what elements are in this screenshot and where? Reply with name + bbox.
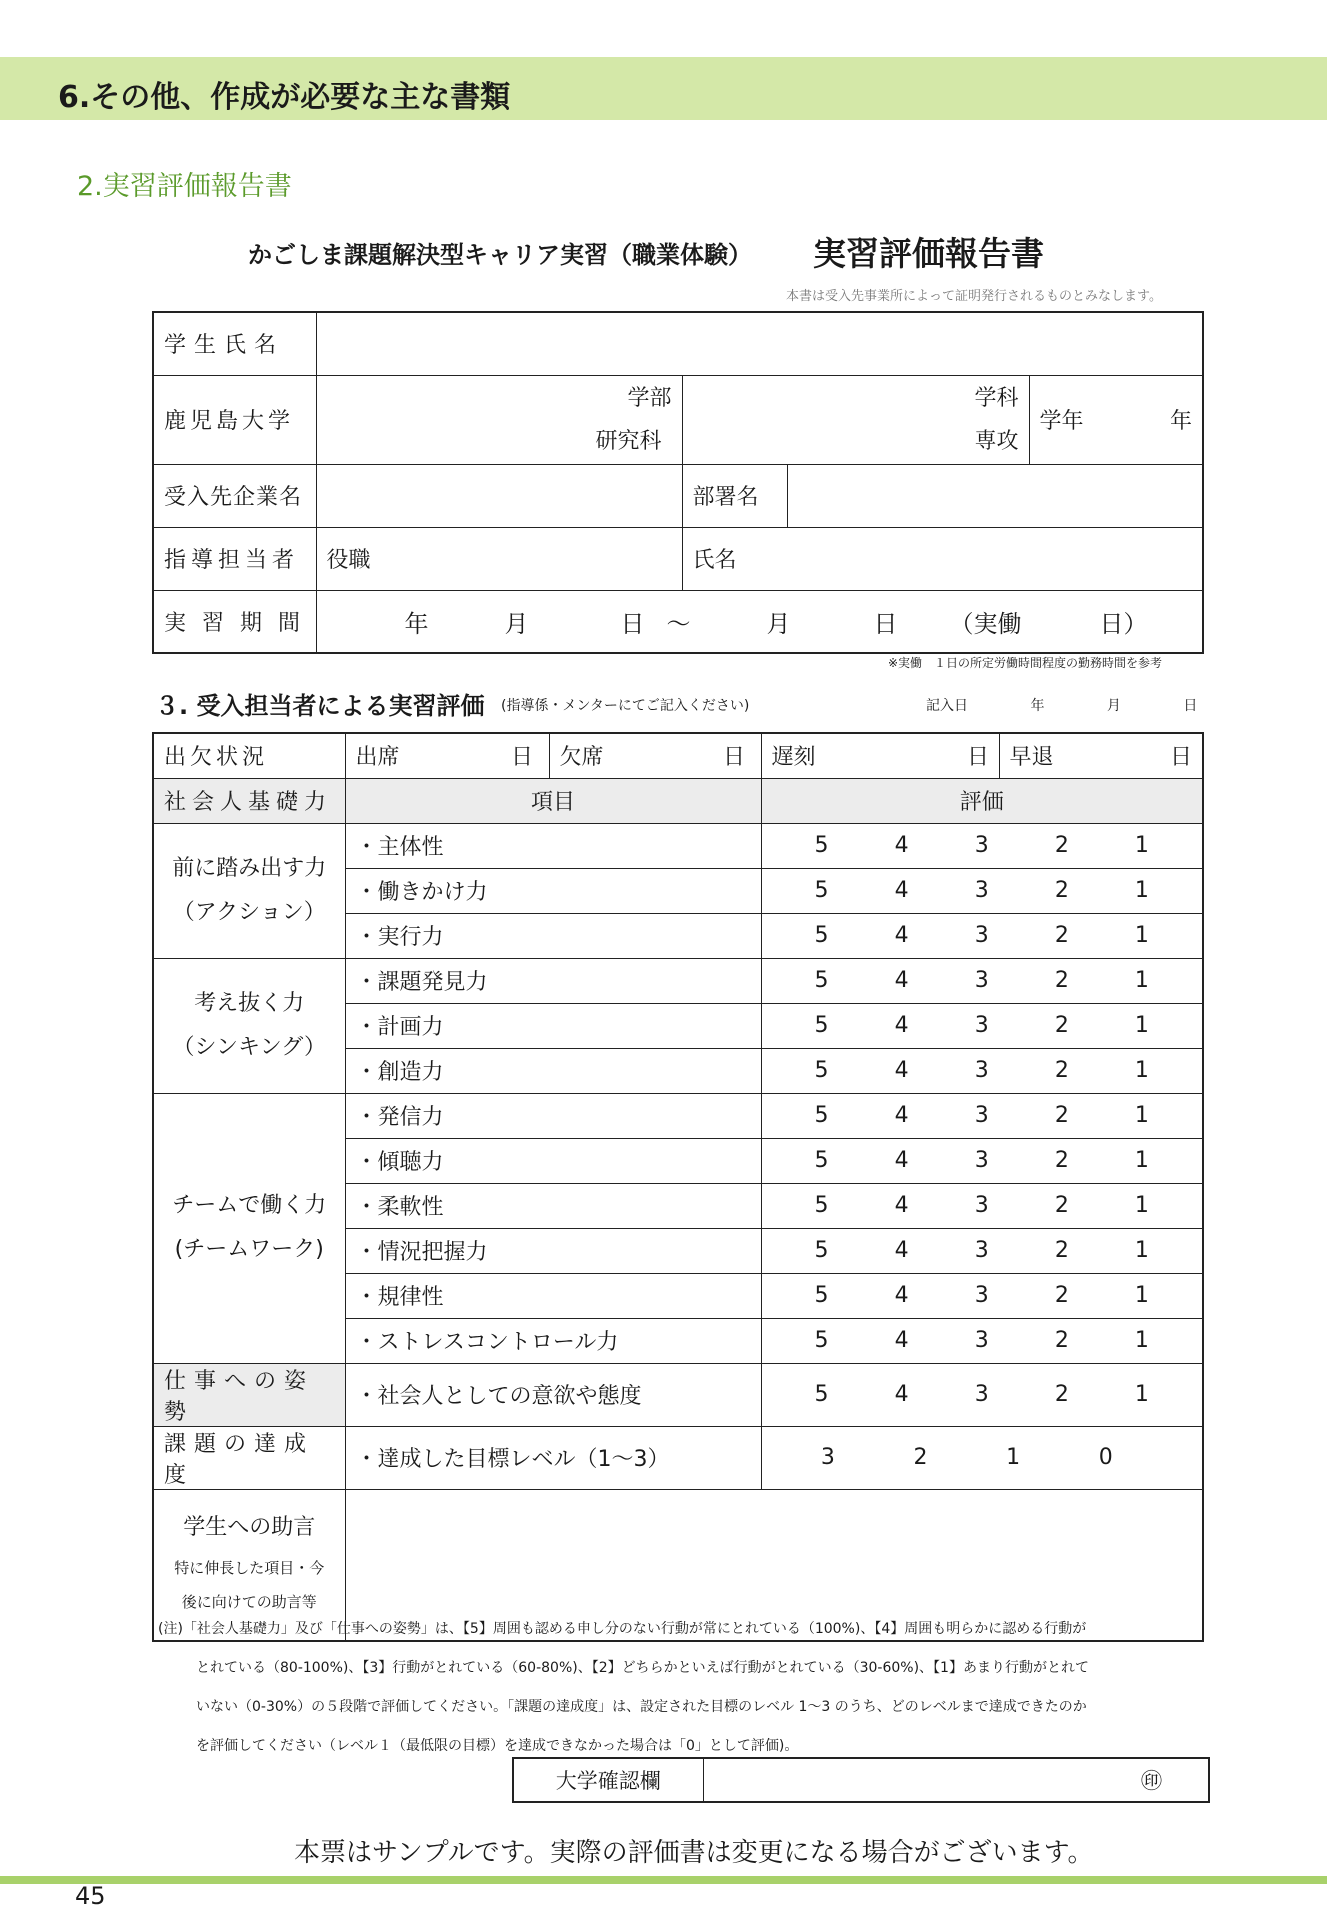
skill-item: ・働きかけ力 xyxy=(345,868,761,913)
skill-group-name-en: （アクション） xyxy=(172,899,326,925)
university-label: 鹿児島大学 xyxy=(153,375,316,464)
skill-rating[interactable] xyxy=(761,1093,1203,1138)
rating-option[interactable]: 5 xyxy=(814,968,829,993)
rating-option[interactable]: 4 xyxy=(894,1058,909,1083)
attitude-rating[interactable] xyxy=(761,1363,1203,1426)
grade-unit: 年 xyxy=(1169,409,1192,434)
skill-group-name: チームで働く力 xyxy=(172,1193,327,1218)
skill-rating[interactable] xyxy=(761,823,1203,868)
department-label: 学科 xyxy=(974,385,1019,411)
skill-item: ・規律性 xyxy=(345,1273,761,1318)
supervisor-label: 指導担当者 xyxy=(153,527,316,590)
skill-item: ・情況把握力 xyxy=(345,1228,761,1273)
position-label: 役職 xyxy=(326,548,371,573)
actual-work-label: （実働 xyxy=(949,609,1022,638)
skill-rating[interactable] xyxy=(761,958,1203,1003)
skill-item: ・創造力 xyxy=(345,1048,761,1093)
skill-row xyxy=(153,1093,1203,1138)
rating-option[interactable]: 1 xyxy=(1134,968,1149,993)
rating-scale xyxy=(772,878,1193,903)
rating-option[interactable]: 4 xyxy=(894,878,909,903)
achievement-option[interactable]: 1 xyxy=(1006,1445,1021,1470)
skill-item: ・課題発見力 xyxy=(345,958,761,1003)
rating-option[interactable]: 1 xyxy=(1134,1148,1149,1173)
rating-option[interactable]: 1 xyxy=(1134,923,1149,948)
rating-option[interactable]: 3 xyxy=(974,833,989,858)
rating-option[interactable]: 2 xyxy=(1054,1238,1069,1263)
attend-label: 出席 xyxy=(345,733,511,778)
achievement-label: 課題の達成度 xyxy=(153,1426,345,1489)
rating-option[interactable]: 2 xyxy=(1054,833,1069,858)
late-unit[interactable]: 日 xyxy=(967,733,999,778)
achievement-option[interactable]: 0 xyxy=(1098,1445,1113,1470)
department-field[interactable] xyxy=(682,375,1029,464)
rating-option[interactable]: 2 xyxy=(1054,968,1069,993)
rating-option[interactable]: 4 xyxy=(894,1238,909,1263)
absent-label: 欠席 xyxy=(549,733,723,778)
rating-scale xyxy=(772,1103,1193,1128)
rating-scale xyxy=(772,968,1193,993)
skill-rating[interactable] xyxy=(761,913,1203,958)
rating-option[interactable]: 1 xyxy=(1134,1283,1149,1308)
skill-rating[interactable] xyxy=(761,1048,1203,1093)
division-field[interactable] xyxy=(787,464,1203,527)
note-line: とれている（80-100%)、【3】行動がとれている（60-80%)、【2】どちらかといえば行動がとれている（30-60%)、【1】あまり行動がとれて xyxy=(196,1660,1089,1676)
rating-option[interactable]: 2 xyxy=(1054,1283,1069,1308)
rating-option[interactable]: 1 xyxy=(1134,878,1149,903)
skill-rating[interactable] xyxy=(761,1228,1203,1273)
seal-icon: ㊞ xyxy=(1141,1769,1162,1793)
skill-rating[interactable] xyxy=(761,868,1203,913)
skill-rating[interactable] xyxy=(761,1003,1203,1048)
confirm-label: 大学確認欄 xyxy=(513,1758,703,1802)
note-line: いない（0-30%）の５段階で評価してください。「課題の達成度」は、設定された目標のレベル 1〜3 のうち、どのレベルまで達成できたのか xyxy=(196,1699,1087,1715)
confirm-field[interactable] xyxy=(703,1758,1209,1802)
rating-header: 評価 xyxy=(761,778,1203,823)
grade-field[interactable] xyxy=(1029,375,1203,464)
rating-option[interactable]: 5 xyxy=(814,1382,829,1407)
achievement-rating[interactable] xyxy=(761,1426,1203,1489)
form-title: かごしま課題解決型キャリア実習（職業体験） xyxy=(248,241,752,269)
division-label: 部署名 xyxy=(682,464,787,527)
rating-option[interactable]: 2 xyxy=(1054,1103,1069,1128)
rating-option[interactable]: 5 xyxy=(814,833,829,858)
skill-rating[interactable] xyxy=(761,1138,1203,1183)
rating-option[interactable]: 1 xyxy=(1134,1013,1149,1038)
company-field[interactable] xyxy=(316,464,682,527)
rating-option[interactable]: 2 xyxy=(1054,923,1069,948)
rating-option[interactable]: 1 xyxy=(1134,1103,1149,1128)
rating-option[interactable]: 2 xyxy=(1054,1013,1069,1038)
attitude-item: ・社会人としての意欲や態度 xyxy=(345,1363,761,1426)
major-label: 専攻 xyxy=(974,428,1019,454)
advice-sub2: 後に向けての助言等 xyxy=(181,1593,317,1612)
rating-option[interactable]: 4 xyxy=(894,1283,909,1308)
rating-option[interactable]: 4 xyxy=(894,923,909,948)
advice-title: 学生への助言 xyxy=(183,1515,316,1541)
rating-option[interactable]: 3 xyxy=(974,1382,989,1407)
record-date xyxy=(926,695,1197,715)
period-month-end: 月 xyxy=(766,609,791,638)
rating-option[interactable]: 1 xyxy=(1134,1382,1149,1407)
period-day: 日 xyxy=(620,609,645,638)
record-date-year: 年 xyxy=(1030,698,1045,714)
period-field[interactable] xyxy=(316,590,1203,653)
section-title: 6.その他、作成が必要な主な書類 xyxy=(58,80,511,115)
period-label: 実習期間 xyxy=(153,590,316,653)
rating-option[interactable]: 5 xyxy=(814,1193,829,1218)
graduate-school-label: 研究科 xyxy=(595,428,662,454)
rating-option[interactable]: 5 xyxy=(814,923,829,948)
skill-group-name: 考え抜く力 xyxy=(194,990,305,1016)
achievement-option[interactable]: 2 xyxy=(913,1445,928,1470)
student-name-field[interactable] xyxy=(316,312,1203,375)
rating-scale xyxy=(772,833,1193,858)
skill-item: ・発信力 xyxy=(345,1093,761,1138)
footer-line xyxy=(0,1876,1327,1884)
advice-sub1: 特に伸長した項目・今 xyxy=(174,1559,325,1578)
achievement-scale xyxy=(772,1445,1193,1470)
skill-group-name-en: (チームワーク) xyxy=(174,1237,324,1262)
evaluation-table xyxy=(152,732,1204,1642)
skill-group-label xyxy=(153,823,345,958)
skill-rating[interactable] xyxy=(761,1183,1203,1228)
rating-option[interactable]: 2 xyxy=(1054,1058,1069,1083)
evaluation-title: ３. 受入担当者による実習評価 xyxy=(155,692,485,720)
skill-row xyxy=(153,823,1203,868)
rating-option[interactable]: 5 xyxy=(814,1103,829,1128)
skill-item: ・ストレスコントロール力 xyxy=(345,1318,761,1363)
grade-label: 学年 xyxy=(1039,409,1084,434)
rating-option[interactable]: 3 xyxy=(974,1058,989,1083)
period-day-end: 日 xyxy=(873,609,898,638)
rating-option[interactable]: 3 xyxy=(974,878,989,903)
skill-item: ・柔軟性 xyxy=(345,1183,761,1228)
rating-option[interactable]: 2 xyxy=(1054,878,1069,903)
late-label: 遅刻 xyxy=(761,733,967,778)
attitude-label: 仕事への姿勢 xyxy=(153,1363,345,1426)
rating-scale xyxy=(772,923,1193,948)
rating-option[interactable]: 1 xyxy=(1134,1328,1149,1353)
rating-option[interactable]: 3 xyxy=(974,1283,989,1308)
rating-option[interactable]: 3 xyxy=(974,1013,989,1038)
rating-option[interactable]: 5 xyxy=(814,1148,829,1173)
early-leave-label: 早退 xyxy=(1009,745,1054,771)
early-leave-unit: 日 xyxy=(1169,745,1192,771)
form-title-main: 実習評価報告書 xyxy=(813,234,1044,273)
absent-unit[interactable]: 日 xyxy=(723,733,761,778)
skill-row xyxy=(153,958,1203,1003)
rating-scale xyxy=(772,1382,1193,1407)
record-date-month: 月 xyxy=(1106,698,1121,714)
skill-group-label xyxy=(153,1093,345,1363)
supervisor-name-label: 氏名 xyxy=(692,548,737,573)
rating-scale xyxy=(772,1328,1193,1353)
rating-option[interactable]: 4 xyxy=(894,1013,909,1038)
rating-scale xyxy=(772,1013,1193,1038)
basic-skills-header: 社会人基礎力 xyxy=(153,778,345,823)
skill-rating[interactable] xyxy=(761,1273,1203,1318)
note-line: を評価してください（レベル１（最低限の目標）を達成できなかった場合は「0」として評価)。 xyxy=(196,1738,799,1754)
rating-option[interactable]: 2 xyxy=(1054,1328,1069,1353)
skill-group-name: 前に踏み出す力 xyxy=(172,855,327,881)
rating-option[interactable]: 5 xyxy=(814,1058,829,1083)
rating-option[interactable]: 5 xyxy=(814,1283,829,1308)
rating-option[interactable]: 1 xyxy=(1134,833,1149,858)
rating-option[interactable]: 4 xyxy=(894,1328,909,1353)
student-info-table xyxy=(152,311,1204,654)
rating-option[interactable]: 5 xyxy=(814,1238,829,1263)
rating-option[interactable]: 4 xyxy=(894,1103,909,1128)
supervisor-name-field[interactable] xyxy=(682,527,1203,590)
rating-option[interactable]: 2 xyxy=(1054,1382,1069,1407)
rating-option[interactable]: 3 xyxy=(974,968,989,993)
attend-unit[interactable]: 日 xyxy=(511,733,549,778)
skill-item: ・傾聴力 xyxy=(345,1138,761,1183)
skill-group-name-en: （シンキング） xyxy=(172,1034,326,1060)
actual-days-label: 日） xyxy=(1099,609,1148,638)
company-label: 受入先企業名 xyxy=(153,464,316,527)
early-leave-cell[interactable] xyxy=(999,733,1203,778)
page-number: 45 xyxy=(75,1882,106,1910)
rating-scale xyxy=(772,1058,1193,1083)
form-note: 本書は受入先事業所によって証明発行されるものとみなします。 xyxy=(786,289,1162,304)
achievement-option[interactable]: 3 xyxy=(820,1445,835,1470)
faculty-label: 学部 xyxy=(627,385,672,411)
rating-option[interactable]: 4 xyxy=(894,1193,909,1218)
record-date-label: 記入日 xyxy=(926,698,968,714)
rating-option[interactable]: 4 xyxy=(894,833,909,858)
skill-groups xyxy=(153,823,1203,1363)
rating-option[interactable]: 2 xyxy=(1054,1148,1069,1173)
rating-option[interactable]: 5 xyxy=(814,1328,829,1353)
rating-option[interactable]: 3 xyxy=(974,1103,989,1128)
rating-option[interactable]: 3 xyxy=(974,1238,989,1263)
faculty-field[interactable] xyxy=(316,375,682,464)
skill-item: ・計画力 xyxy=(345,1003,761,1048)
disclaimer: 本票はサンプルです。実際の評価書は変更になる場合がございます。 xyxy=(294,1838,1094,1868)
rating-option[interactable]: 5 xyxy=(814,1013,829,1038)
record-date-day: 日 xyxy=(1183,698,1198,714)
workday-note: ※実働 １日の所定労働時間程度の勤務時間を参考 xyxy=(888,656,1163,670)
period-month: 月 xyxy=(504,609,529,638)
rating-scale xyxy=(772,1148,1193,1173)
notes xyxy=(158,1610,1089,1766)
skill-group-label xyxy=(153,958,345,1093)
rating-option[interactable]: 4 xyxy=(894,1148,909,1173)
university-confirm-table xyxy=(512,1757,1210,1803)
position-field[interactable] xyxy=(316,527,682,590)
skill-item: ・主体性 xyxy=(345,823,761,868)
rating-option[interactable]: 3 xyxy=(974,923,989,948)
student-name-label: 学生氏名 xyxy=(153,312,316,375)
rating-option[interactable]: 1 xyxy=(1134,1238,1149,1263)
sub-title: 2.実習評価報告書 xyxy=(77,171,292,202)
rating-option[interactable]: 4 xyxy=(894,1382,909,1407)
note-line: (注)「社会人基礎力」及び「仕事への姿勢」は、【5】周囲も認める申し分のない行動が常にとれている（100%)、【4】周囲も明らかに認める行動が xyxy=(158,1621,1087,1637)
evaluation-subtitle: (指導係・メンターにてご記入ください) xyxy=(501,698,750,714)
period-year: 年 xyxy=(404,609,429,638)
item-header: 項目 xyxy=(345,778,761,823)
attendance-label: 出欠状況 xyxy=(153,733,345,778)
rating-option[interactable]: 1 xyxy=(1134,1193,1149,1218)
skill-rating[interactable] xyxy=(761,1318,1203,1363)
rating-option[interactable]: 3 xyxy=(974,1193,989,1218)
rating-scale xyxy=(772,1283,1193,1308)
rating-option[interactable]: 3 xyxy=(974,1328,989,1353)
rating-option[interactable]: 5 xyxy=(814,878,829,903)
rating-option[interactable]: 2 xyxy=(1054,1193,1069,1218)
rating-option[interactable]: 3 xyxy=(974,1148,989,1173)
rating-option[interactable]: 1 xyxy=(1134,1058,1149,1083)
skill-item: ・実行力 xyxy=(345,913,761,958)
rating-scale xyxy=(772,1193,1193,1218)
rating-option[interactable]: 4 xyxy=(894,968,909,993)
rating-scale xyxy=(772,1238,1193,1263)
period-tilde: 〜 xyxy=(666,609,691,638)
achievement-item: ・達成した目標レベル（1〜3） xyxy=(345,1426,761,1489)
